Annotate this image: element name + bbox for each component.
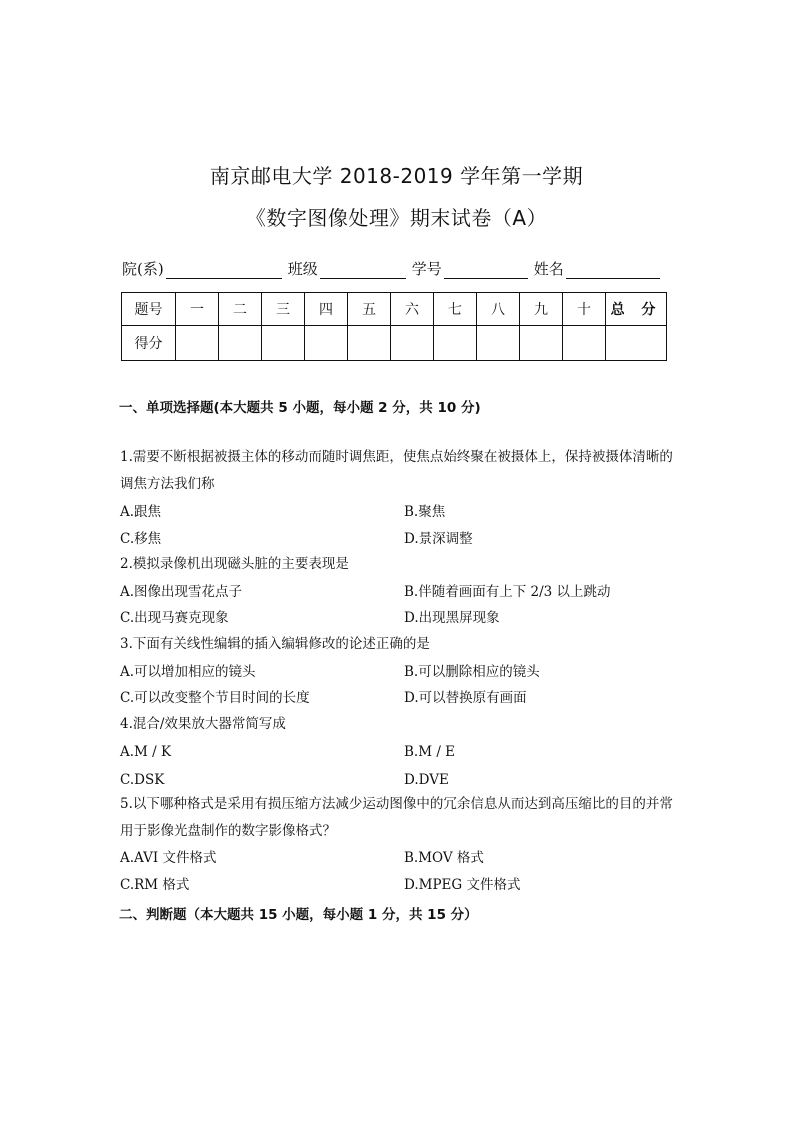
question-text: 2.模拟录像机出现磁头脏的主要表现是 — [120, 556, 349, 572]
question-text: 3.下面有关线性编辑的插入编辑修改的论述正确的是 — [120, 636, 430, 652]
option-a: A.图像出现雪花点子 — [120, 584, 243, 600]
option-d: D.出现黑屏现象 — [404, 610, 500, 626]
score-col-header: 六 — [391, 293, 434, 326]
section-heading-single-choice: 一、单项选择题(本大题共 5 小题，每小题 2 分，共 10 分) — [119, 400, 481, 416]
total-score-header: 总 分 — [606, 293, 667, 326]
score-table — [121, 292, 667, 361]
option-d: D.MPEG 文件格式 — [404, 877, 521, 893]
question-number-label: 题号 — [122, 293, 176, 326]
section-heading-true-false: 二、判断题（本大题共 15 小题，每小题 1 分，共 15 分） — [119, 907, 478, 923]
score-cell[interactable] — [305, 326, 348, 361]
score-col-header: 十 — [563, 293, 606, 326]
option-c: C.DSK — [120, 772, 165, 788]
option-c: C.可以改变整个节目时间的长度 — [120, 690, 310, 706]
option-b: B.聚焦 — [404, 504, 446, 520]
option-d: D.景深调整 — [404, 531, 473, 547]
question-text: 1.需要不断根据被摄主体的移动而随时调焦距，使焦点始终聚在被摄体上，保持被摄体清晰的调焦方法我们称 — [120, 449, 673, 492]
exam-title-line1: 南京邮电大学 2018-2019 学年第一学期 — [209, 164, 584, 188]
student-id-blank[interactable] — [444, 262, 528, 279]
exam-title-line2: 《数字图像处理》期末试卷（A） — [245, 206, 548, 230]
score-cell[interactable] — [563, 326, 606, 361]
score-col-header: 八 — [477, 293, 520, 326]
score-col-header: 二 — [219, 293, 262, 326]
option-b: B.可以删除相应的镜头 — [404, 664, 540, 680]
score-table-score-row — [122, 326, 667, 361]
total-score-cell[interactable] — [606, 326, 667, 361]
score-row-label: 得分 — [122, 326, 176, 361]
score-col-header: 一 — [176, 293, 219, 326]
class-label: 班级 — [287, 260, 318, 278]
score-cell[interactable] — [219, 326, 262, 361]
score-cell[interactable] — [391, 326, 434, 361]
question-text: 5.以下哪种格式是采用有损压缩方法减少运动图像中的冗余信息从而达到高压缩比的目的并常用于影像光盘制作的数字影像格式？ — [120, 796, 673, 839]
name-blank[interactable] — [566, 262, 660, 279]
score-col-header: 九 — [520, 293, 563, 326]
score-col-header: 四 — [305, 293, 348, 326]
score-col-header: 五 — [348, 293, 391, 326]
student-info-row — [122, 258, 666, 279]
dept-label: 院(系) — [122, 260, 164, 278]
score-cell[interactable] — [348, 326, 391, 361]
student-id-label: 学号 — [411, 260, 442, 278]
score-col-header: 七 — [434, 293, 477, 326]
score-col-header: 三 — [262, 293, 305, 326]
option-b: B.M / E — [404, 744, 456, 760]
option-c: C.出现马赛克现象 — [120, 610, 229, 626]
score-cell[interactable] — [176, 326, 219, 361]
class-blank[interactable] — [320, 262, 406, 279]
option-a: A.AVI 文件格式 — [120, 850, 217, 866]
option-a: A.可以增加相应的镜头 — [120, 664, 256, 680]
score-cell[interactable] — [477, 326, 520, 361]
option-d: D.DVE — [404, 772, 449, 788]
dept-blank[interactable] — [166, 262, 282, 279]
option-c: C.RM 格式 — [120, 877, 190, 893]
score-cell[interactable] — [520, 326, 563, 361]
score-cell[interactable] — [434, 326, 477, 361]
option-c: C.移焦 — [120, 531, 162, 547]
option-d: D.可以替换原有画面 — [404, 690, 527, 706]
option-b: B.MOV 格式 — [404, 850, 484, 866]
option-a: A.M / K — [120, 744, 172, 760]
name-label: 姓名 — [533, 260, 564, 278]
question-text: 4.混合/效果放大器常简写成 — [120, 716, 286, 732]
option-a: A.跟焦 — [120, 504, 162, 520]
option-b: B.伴随着画面有上下 2/3 以上跳动 — [404, 584, 611, 600]
score-table-header-row — [122, 293, 667, 326]
score-cell[interactable] — [262, 326, 305, 361]
